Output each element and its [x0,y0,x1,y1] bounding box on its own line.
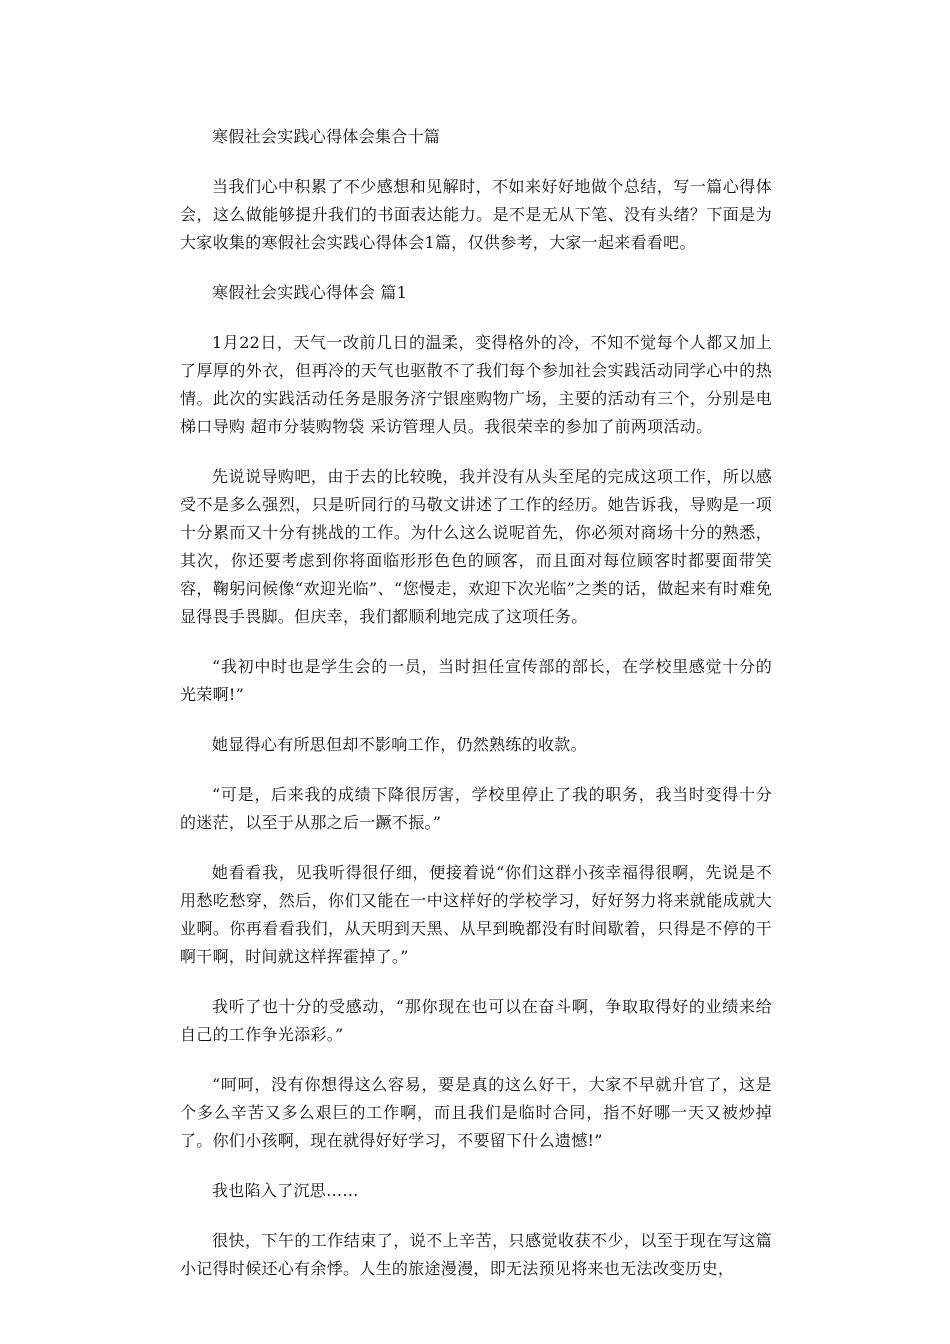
section-heading: 寒假社会实践心得体会 篇1 [212,283,408,302]
body-paragraph: 我也陷入了沉思…… [212,1181,359,1200]
body-paragraph: “可是，后来我的成绩下降很厉害，学校里停止了我的职务，我当时变得十分的迷茫，以至于从那之后一蹶不振。” [180,785,772,832]
document-body [180,123,772,1305]
body-paragraph: “我初中时也是学生会的一员，当时担任宣传部的部长，在学校里感觉十分的光荣啊!” [180,657,772,704]
document-title: 寒假社会实践心得体会集合十篇 [212,127,441,146]
body-paragraph: “呵呵，没有你想得这么容易，要是真的这么好干，大家不早就升官了，这是个多么辛苦又多么艰巨的工作啊，而且我们是临时合同，指不好哪一天又被炒掉了。你们小孩啊，现在就得好好学习，不要留下什么遗憾!” [180,1075,772,1150]
body-paragraph: 很快，下午的工作结束了，说不上辛苦，只感觉收获不少，以至于现在写这篇小记得时候还心有余悸。人生的旅途漫漫，即无法预见将来也无法改变历史， [180,1231,772,1278]
body-paragraph: 先说说导购吧，由于去的比较晚，我并没有从头至尾的完成这项工作，所以感受不是多么强烈，只是听同行的马敬文讲述了工作的经历。她告诉我，导购是一项十分累而又十分有挑战的工作。为什么这么说呢首先，你必须对商场十分的熟悉，其次，你还要考虑到你将面临形形色色的顾客，而且面对每位顾客时都要面带笑容，鞠躬问候像“欢迎光临”、“您慢走，欢迎下次光临”之类的话，做起来有时难免显得畏手畏脚。但庆幸，我们都顺利地完成了这项任务。 [180,467,772,626]
intro-paragraph: 当我们心中积累了不少感想和见解时，不如来好好地做个总结，写一篇心得体会，这么做能够提升我们的书面表达能力。是不是无从下笔、没有头绪？下面是为大家收集的寒假社会实践心得体会1篇，仅供参考，大家一起来看看吧。 [180,177,772,252]
body-paragraph: 1月22日，天气一改前几日的温柔，变得格外的冷，不知不觉每个人都又加上了厚厚的外衣，但再冷的天气也驱散不了我们每个参加社会实践活动同学心中的热情。此次的实践活动任务是服务济宁银座购物广场，主要的活动有三个，分别是电梯口导购 超市分装购物袋 采访管理人员。我很荣幸的参加了前两项活动。 [180,333,772,436]
body-paragraph: 我听了也十分的受感动，“那你现在也可以在奋斗啊，争取取得好的业绩来给自己的工作争光添彩。” [180,997,772,1044]
body-paragraph: 她显得心有所思但却不影响工作，仍然熟练的收款。 [212,735,587,754]
body-paragraph: 她看看我，见我听得很仔细，便接着说“你们这群小孩幸福得很啊，先说是不用愁吃愁穿，然后，你们又能在一中这样好的学校学习，好好努力将来就能成就大业啊。你再看看我们，从天明到天黑、从早到晚都没有时间歇着，只得是不停的干啊干啊，时间就这样挥霍掉了。” [180,863,772,966]
